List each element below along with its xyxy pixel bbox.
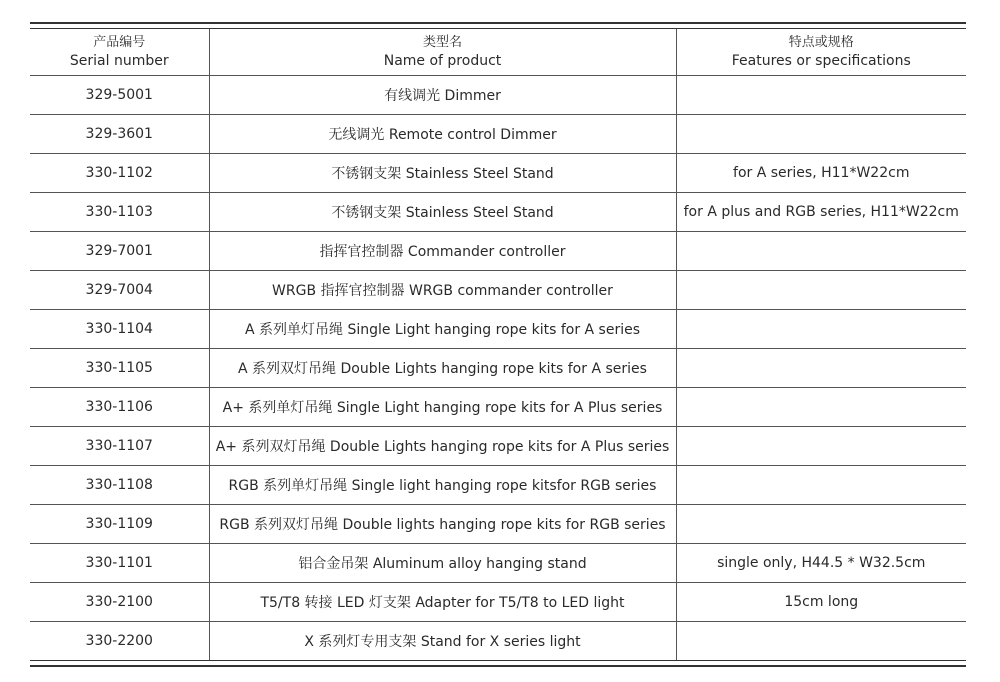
- table-row: [30, 115, 966, 154]
- specification-cell: [676, 388, 966, 427]
- table-row: [30, 271, 966, 310]
- table-row: [30, 232, 966, 271]
- product-name-cell: A 系列单灯吊绳 Single Light hanging rope kits for A series: [209, 310, 676, 349]
- table-body: [30, 76, 966, 661]
- table-row: [30, 388, 966, 427]
- serial-number-cell: 330-1102: [30, 154, 209, 193]
- table-row: [30, 310, 966, 349]
- table-header: [30, 29, 966, 76]
- specification-cell: 15cm long: [676, 583, 966, 622]
- serial-number-cell: 330-1109: [30, 505, 209, 544]
- specification-cell: [676, 505, 966, 544]
- serial-number-cell: 330-1107: [30, 427, 209, 466]
- specification-cell: [676, 349, 966, 388]
- table-row: [30, 466, 966, 505]
- product-name-cell: 不锈钢支架 Stainless Steel Stand: [209, 193, 676, 232]
- product-name-cell: 无线调光 Remote control Dimmer: [209, 115, 676, 154]
- table-row: [30, 349, 966, 388]
- product-name-cell: RGB 系列双灯吊绳 Double lights hanging rope kits for RGB series: [209, 505, 676, 544]
- serial-number-cell: 329-3601: [30, 115, 209, 154]
- serial-number-cell: 330-1101: [30, 544, 209, 583]
- serial-number-cell: 330-2100: [30, 583, 209, 622]
- table-row: [30, 76, 966, 115]
- product-name-cell: A+ 系列双灯吊绳 Double Lights hanging rope kits for A Plus series: [209, 427, 676, 466]
- specification-cell: [676, 232, 966, 271]
- product-name-cell: WRGB 指挥官控制器 WRGB commander controller: [209, 271, 676, 310]
- serial-number-cell: 329-7004: [30, 271, 209, 310]
- specification-cell: [676, 115, 966, 154]
- specification-cell: [676, 76, 966, 115]
- product-name-cell: 铝合金吊架 Aluminum alloy hanging stand: [209, 544, 676, 583]
- serial-number-cell: 330-1104: [30, 310, 209, 349]
- serial-number-cell: 330-1108: [30, 466, 209, 505]
- product-name-cell: 不锈钢支架 Stainless Steel Stand: [209, 154, 676, 193]
- top-double-rule: [30, 22, 966, 29]
- header-serial-number-en: Serial number: [69, 53, 169, 69]
- specification-cell: [676, 427, 966, 466]
- table-row: [30, 544, 966, 583]
- product-name-cell: X 系列灯专用支架 Stand for X series light: [209, 622, 676, 661]
- table-row: [30, 622, 966, 661]
- product-name-cell: 指挥官控制器 Commander controller: [209, 232, 676, 271]
- accessories-table: [30, 29, 966, 660]
- table-row: [30, 427, 966, 466]
- bottom-double-rule: [30, 660, 966, 667]
- serial-number-cell: 329-5001: [30, 76, 209, 115]
- serial-number-cell: 329-7001: [30, 232, 209, 271]
- table-row: [30, 193, 966, 232]
- specification-cell: [676, 466, 966, 505]
- product-name-cell: T5/T8 转接 LED 灯支架 Adapter for T5/T8 to LED light: [209, 583, 676, 622]
- product-name-cell: 有线调光 Dimmer: [209, 76, 676, 115]
- specification-cell: [676, 622, 966, 661]
- specification-cell: [676, 310, 966, 349]
- serial-number-cell: 330-2200: [85, 633, 153, 649]
- header-features-zh: 特点或规格: [788, 35, 854, 50]
- product-name-cell: A 系列双灯吊绳 Double Lights hanging rope kits for A series: [209, 349, 676, 388]
- header-features: [676, 29, 966, 76]
- header-product-name: [209, 29, 676, 76]
- table-row: [30, 583, 966, 622]
- table-row: [30, 154, 966, 193]
- header-features-en: Features or specifications: [731, 53, 911, 69]
- specification-cell: single only, H44.5 * W32.5cm: [676, 544, 966, 583]
- serial-number-cell: 330-1106: [30, 388, 209, 427]
- specification-cell: for A plus and RGB series, H11*W22cm: [676, 193, 966, 232]
- specification-cell: for A series, H11*W22cm: [676, 154, 966, 193]
- header-serial-number-zh: 产品编号: [93, 35, 146, 50]
- header-product-name-zh: 类型名: [422, 35, 462, 50]
- specification-cell: [676, 271, 966, 310]
- accessories-table-page: [30, 22, 966, 667]
- header-product-name-en: Name of product: [383, 53, 502, 69]
- serial-number-cell: 330-1103: [30, 193, 209, 232]
- header-serial-number: [30, 29, 209, 76]
- header-row: [30, 29, 966, 76]
- product-name-cell: A+ 系列单灯吊绳 Single Light hanging rope kits for A Plus series: [209, 388, 676, 427]
- serial-number-cell: 330-1105: [30, 349, 209, 388]
- table-row: [30, 505, 966, 544]
- product-name-cell: RGB 系列单灯吊绳 Single light hanging rope kitsfor RGB series: [209, 466, 676, 505]
